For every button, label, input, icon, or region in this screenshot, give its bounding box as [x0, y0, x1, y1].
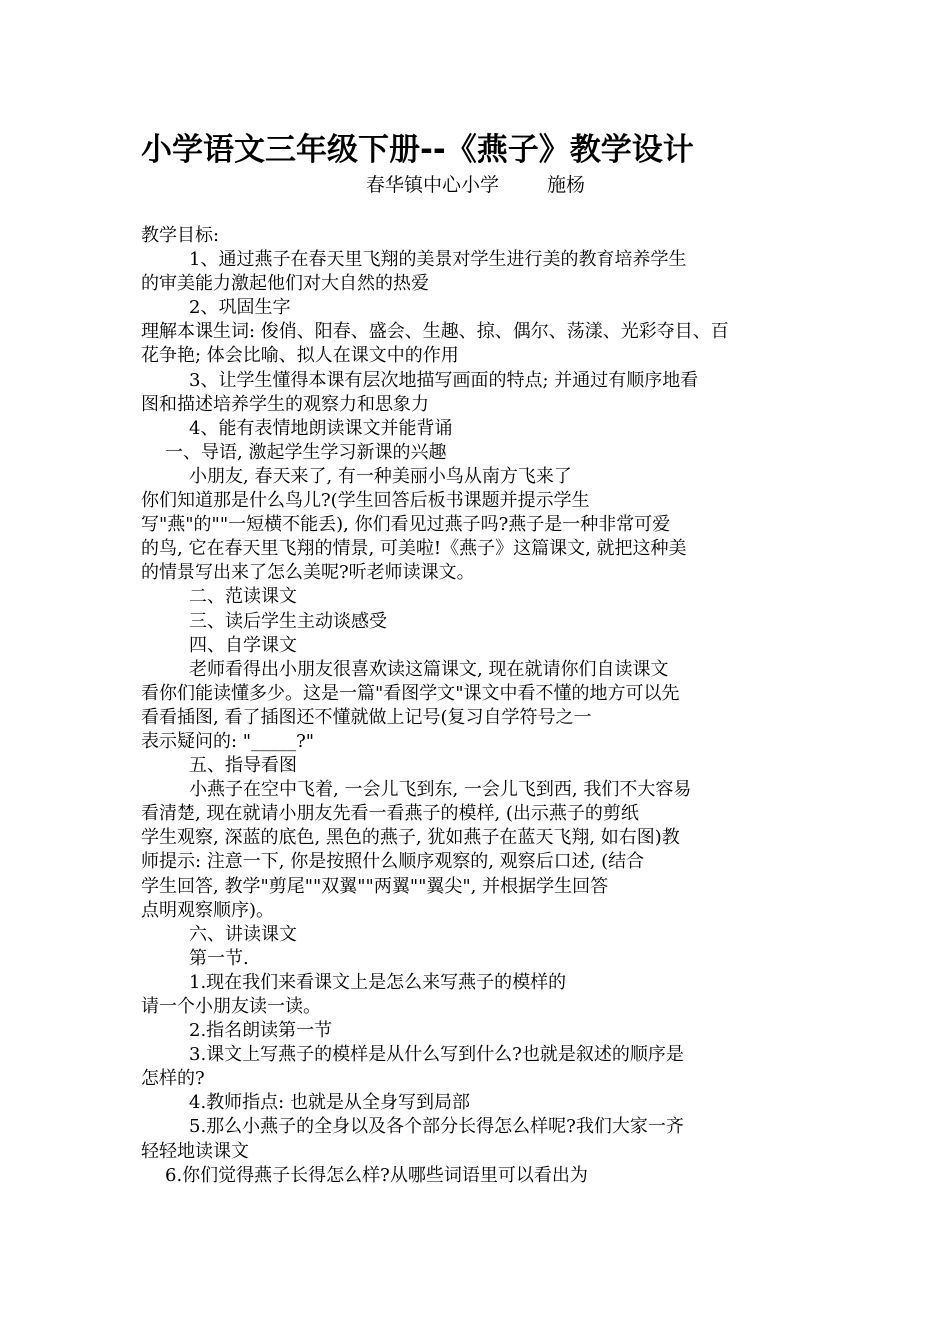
body-line: 写"燕"的""一短横不能丢), 你们看见过燕子吗?燕子是一种非常可爱 — [141, 514, 671, 536]
body-line: 3、让学生懂得本课有层次地描写画面的特点; 并通过有顺序地看 — [189, 369, 699, 391]
body-line: 理解本课生词: 俊俏、阳春、盛会、生趣、掠、偶尔、荡漾、光彩夺目、百 — [141, 321, 729, 343]
document-title: 小学语文三年级下册--《燕子》教学设计 — [141, 132, 694, 168]
body-line: 5.那么小燕子的全身以及各个部分长得怎么样呢?我们大家一齐 — [189, 1116, 684, 1138]
body-line: 看你们能读懂多少。这是一篇"看图学文"课文中看不懂的地方可以先 — [141, 682, 680, 704]
body-line: 请一个小朋友读一读。 — [141, 996, 321, 1017]
body-line: 小朋友, 春天来了, 有一种美丽小鸟从南方飞来了 — [189, 465, 572, 487]
body-line: 五、指导看图 — [189, 755, 297, 777]
body-line: 三、读后学生主动谈感受 — [189, 610, 387, 632]
body-line: 学生回答, 教学"剪尾""双翼""两翼""翼尖", 并根据学生回答 — [141, 875, 609, 897]
body-line: 教学目标: — [141, 225, 220, 246]
body-line: 师提示: 注意一下, 你是按照什么顺序观察的, 观察后口述, (结合 — [141, 851, 645, 873]
body-line: 看清楚, 现在就请小朋友先看一看燕子的模样, (出示燕子的剪纸 — [141, 803, 639, 825]
body-line: 2、巩固生字 — [189, 297, 291, 319]
body-line: 的鸟, 它在春天里飞翔的情景, 可美啦!《燕子》这篇课文, 就把这种美 — [141, 538, 687, 560]
body-line: 一、导语, 激起学生学习新课的兴趣 — [165, 441, 447, 463]
body-line: 看看插图, 看了插图还不懂就做上记号(复习自学符号之一 — [141, 706, 592, 728]
body-line: 老师看得出小朋友很喜欢读这篇课文, 现在就请你们自读课文 — [189, 658, 669, 680]
byline — [366, 170, 585, 200]
body-line: 2.指名朗读第一节 — [189, 1020, 333, 1042]
body-line: 怎样的? — [141, 1068, 205, 1090]
body-line: 表示疑问的: "_____?" — [141, 730, 314, 752]
body-line: 小燕子在空中飞着, 一会儿飞到东, 一会儿飞到西, 我们不大容易 — [189, 779, 692, 801]
body-line: 图和描述培养学生的观察力和思象力 — [141, 393, 429, 415]
body-line: 的情景写出来了怎么美呢?听老师读课文。 — [141, 562, 475, 584]
document-body — [141, 224, 811, 1188]
body-line: 1、通过燕子在春天里飞翔的美景对学生进行美的教育培养学生 — [189, 249, 687, 271]
body-line: 的审美能力激起他们对大自然的热爱 — [141, 273, 429, 295]
body-line: 1.现在我们来看课文上是怎么来写燕子的模样的 — [189, 971, 567, 993]
body-line: 花争艳; 体会比喻、拟人在课文中的作用 — [141, 345, 459, 367]
body-line: 3.课文上写燕子的模样是从什么写到什么?也就是叙述的顺序是 — [189, 1044, 684, 1066]
body-line: 你们知道那是什么鸟儿?(学生回答后板书课题并提示学生 — [141, 490, 590, 512]
body-line: 学生观察, 深蓝的底色, 黑色的燕子, 犹如燕子在蓝天飞翔, 如右图)教 — [141, 827, 680, 849]
body-line: 六、讲读课文 — [189, 923, 297, 945]
body-line: 4、能有表情地朗读课文并能背诵 — [189, 417, 453, 439]
body-line: 6.你们觉得燕子长得怎么样?从哪些词语里可以看出为 — [165, 1164, 588, 1186]
body-line: 点明观察顺序)。 — [141, 899, 275, 921]
author-name: 施杨 — [547, 174, 586, 196]
body-line: 第一节. — [189, 947, 249, 969]
body-line: 轻轻地读课文 — [141, 1140, 249, 1162]
body-line: 4.教师指点: 也就是从全身写到局部 — [189, 1092, 470, 1114]
body-line: 四、自学课文 — [189, 634, 297, 656]
school-name: 春华镇中心小学 — [366, 174, 500, 196]
body-line: 二、范读课文 — [189, 586, 297, 608]
